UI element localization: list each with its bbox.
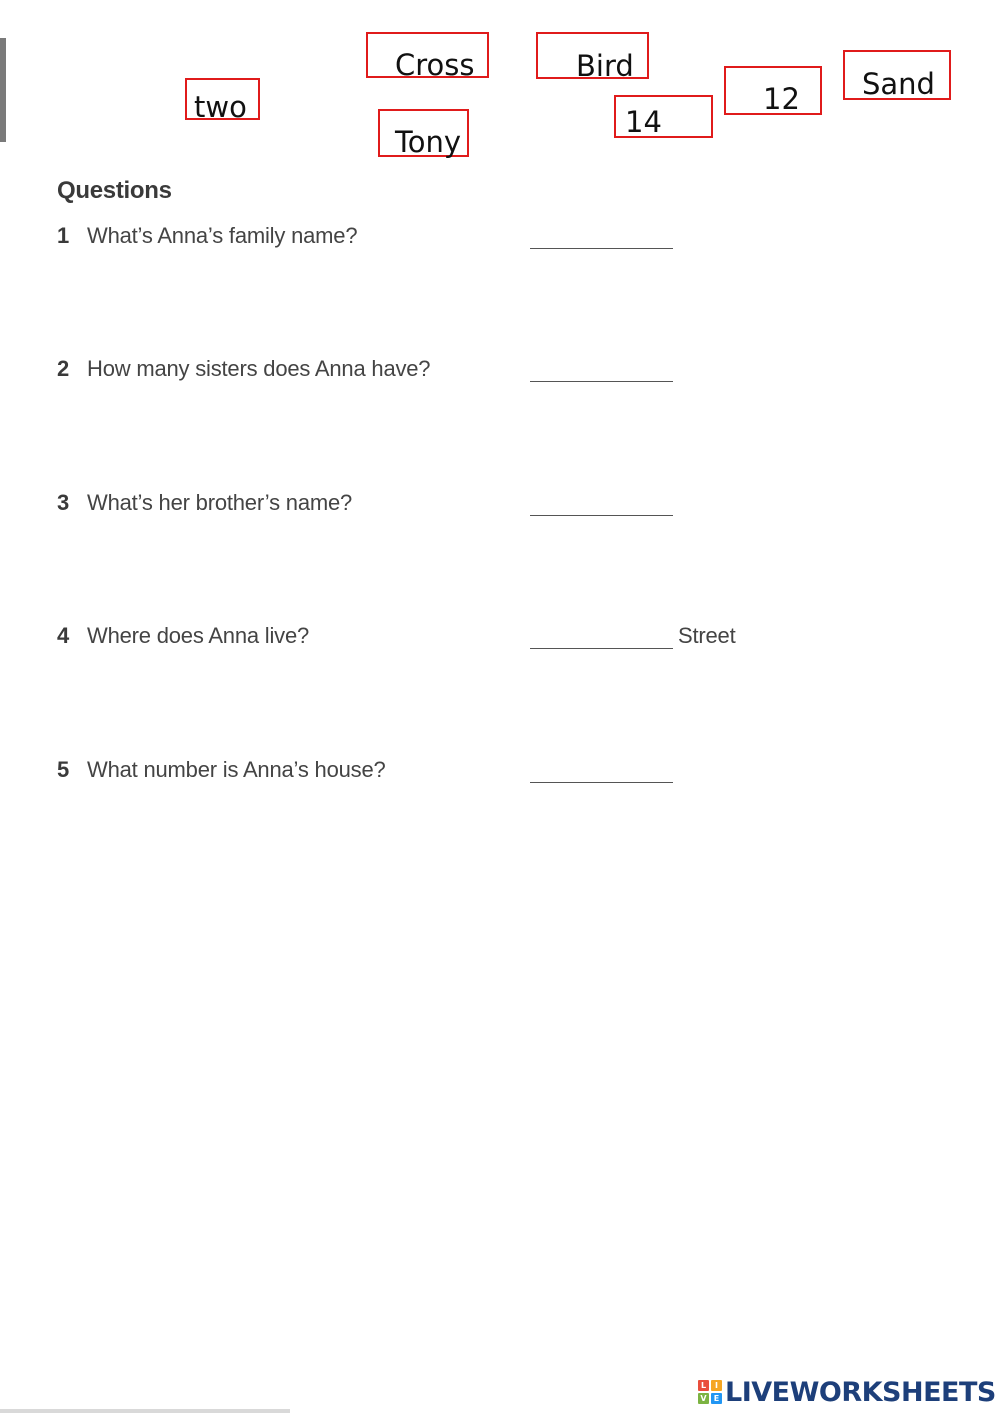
logo-icon xyxy=(698,1380,722,1404)
logo-tile: L xyxy=(698,1380,709,1391)
word-tile-sand[interactable] xyxy=(843,50,951,100)
horizontal-scrollbar[interactable] xyxy=(0,1409,290,1413)
word-tile-label: Cross xyxy=(395,48,475,82)
question-text: What’s her brother’s name? xyxy=(87,490,353,515)
answer-drop-target-2[interactable] xyxy=(530,381,673,382)
word-tile-14[interactable] xyxy=(614,95,713,138)
word-tile-tony[interactable] xyxy=(378,109,469,157)
word-tile-two[interactable] xyxy=(185,78,260,124)
logo-tile: I xyxy=(711,1380,722,1391)
logo-wordmark: LIVEWORKSHEETS xyxy=(725,1376,996,1408)
logo-tile: V xyxy=(698,1393,709,1404)
logo-tile: E xyxy=(711,1393,722,1404)
question-5 xyxy=(57,757,957,791)
question-number: 3 xyxy=(57,490,70,515)
answer-drop-target-5[interactable] xyxy=(530,782,673,783)
word-tile-label: Sand xyxy=(862,67,935,101)
word-tile-bird[interactable] xyxy=(536,32,649,83)
word-tile-cross[interactable] xyxy=(366,32,489,82)
question-number: 5 xyxy=(57,757,70,782)
question-number: 1 xyxy=(57,223,70,248)
answer-drop-target-4[interactable] xyxy=(530,648,673,649)
question-text: What number is Anna’s house? xyxy=(87,757,386,782)
word-tile-label: 14 xyxy=(625,105,662,139)
question-text: Where does Anna live? xyxy=(87,623,310,648)
question-3 xyxy=(57,490,957,524)
word-tile-label: two xyxy=(194,90,247,124)
questions-heading: Questions xyxy=(57,177,172,204)
word-tile-label: Tony xyxy=(395,125,462,159)
question-2 xyxy=(57,356,957,390)
question-number: 4 xyxy=(57,623,70,648)
question-1 xyxy=(57,223,957,257)
word-tile-12[interactable] xyxy=(724,66,822,115)
answer-drop-target-3[interactable] xyxy=(530,515,673,516)
page-edge-marker xyxy=(0,38,6,142)
question-text: How many sisters does Anna have? xyxy=(87,356,431,381)
answer-drop-target-1[interactable] xyxy=(530,248,673,249)
word-tile-label: Bird xyxy=(576,49,634,83)
liveworksheets-logo[interactable] xyxy=(698,1376,996,1408)
question-4 xyxy=(57,623,957,657)
word-tile-label: 12 xyxy=(763,82,800,116)
question-number: 2 xyxy=(57,356,70,381)
question-text: What’s Anna’s family name? xyxy=(87,223,358,248)
answer-suffix-street: Street xyxy=(678,623,736,648)
